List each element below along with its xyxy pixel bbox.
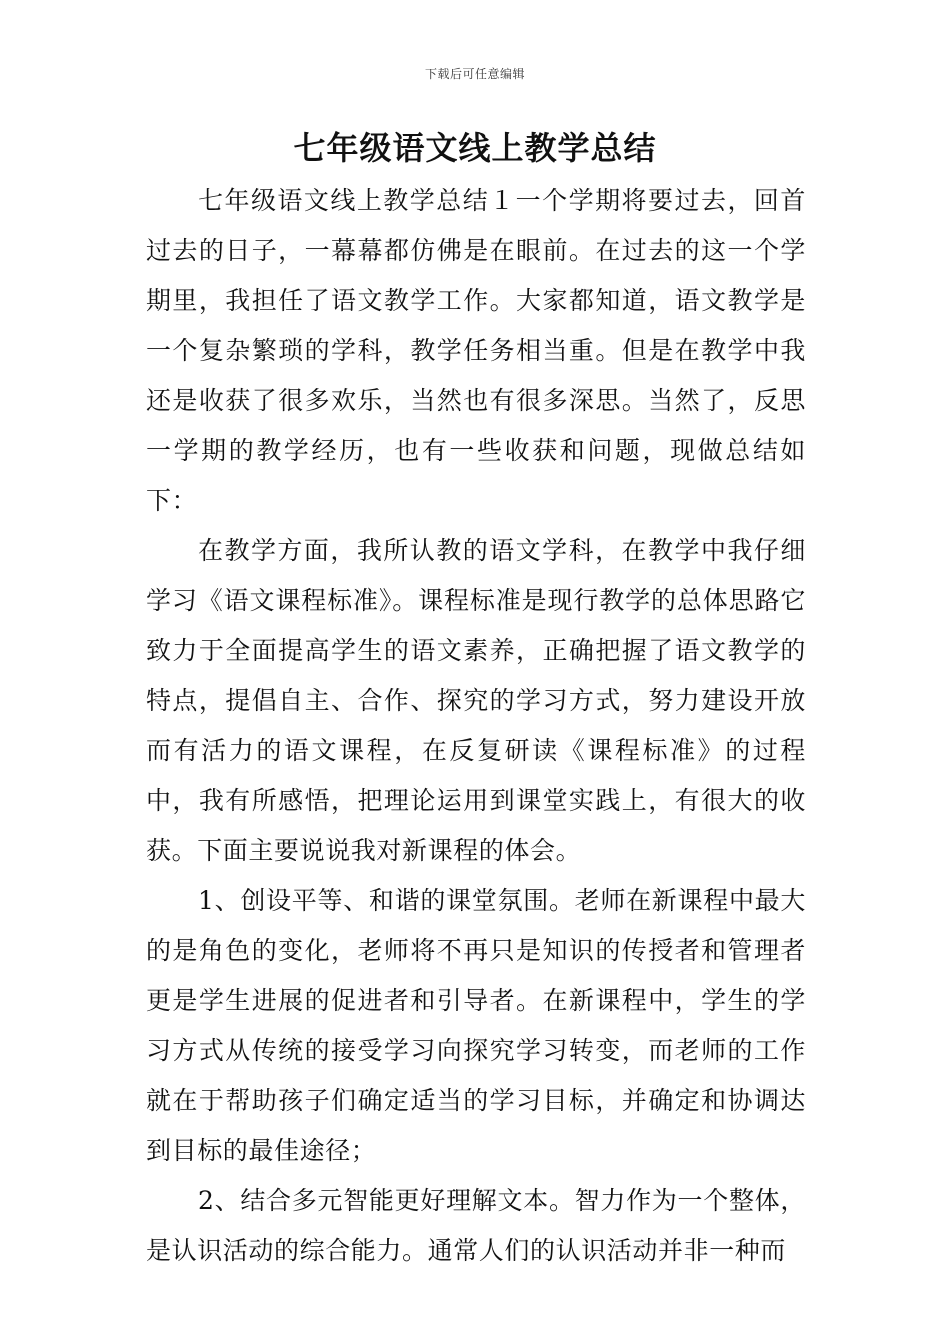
header-note: 下载后可任意编辑	[424, 67, 525, 81]
document-body	[146, 176, 806, 1276]
paragraph-intro: 七年级语文线上教学总结１一个学期将要过去，回首过去的日子，一幕幕都仿佛是在眼前。在过去的这一个学期里，我担任了语文教学工作。大家都知道，语文教学是一个复杂繁琐的学科，教学任务相当重。但是在教学中我还是收获了很多欢乐，当然也有很多深思。当然了，反思一学期的教学经历，也有一些收获和问题，现做总结如下：	[146, 186, 806, 515]
document-title: 七年级语文线上教学总结	[293, 129, 657, 167]
paragraph-point-2: 2、结合多元智能更好理解文本。智力作为一个整体，是认识活动的综合能力。通常人们的认识活动并非一种而	[146, 1186, 806, 1265]
paragraph-point-1: 1、创设平等、和谐的课堂氛围。老师在新课程中最大的是角色的变化，老师将不再只是知识的传授者和管理者更是学生进展的促进者和引导者。在新课程中，学生的学习方式从传统的接受学习向探究学习转变，而老师的工作就在于帮助孩子们确定适当的学习目标，并确定和协调达到目标的最佳途径；	[146, 886, 806, 1165]
paragraph-teaching: 在教学方面，我所认教的语文学科，在教学中我仔细学习《语文课程标准》。课程标准是现行教学的总体思路它致力于全面提高学生的语文素养，正确把握了语文教学的特点，提倡自主、合作、探究的学习方式，努力建设开放而有活力的语文课程，在反复研读《课程标准》的过程中，我有所感悟，把理论运用到课堂实践上，有很大的收获。下面主要说说我对新课程的体会。	[146, 536, 806, 865]
